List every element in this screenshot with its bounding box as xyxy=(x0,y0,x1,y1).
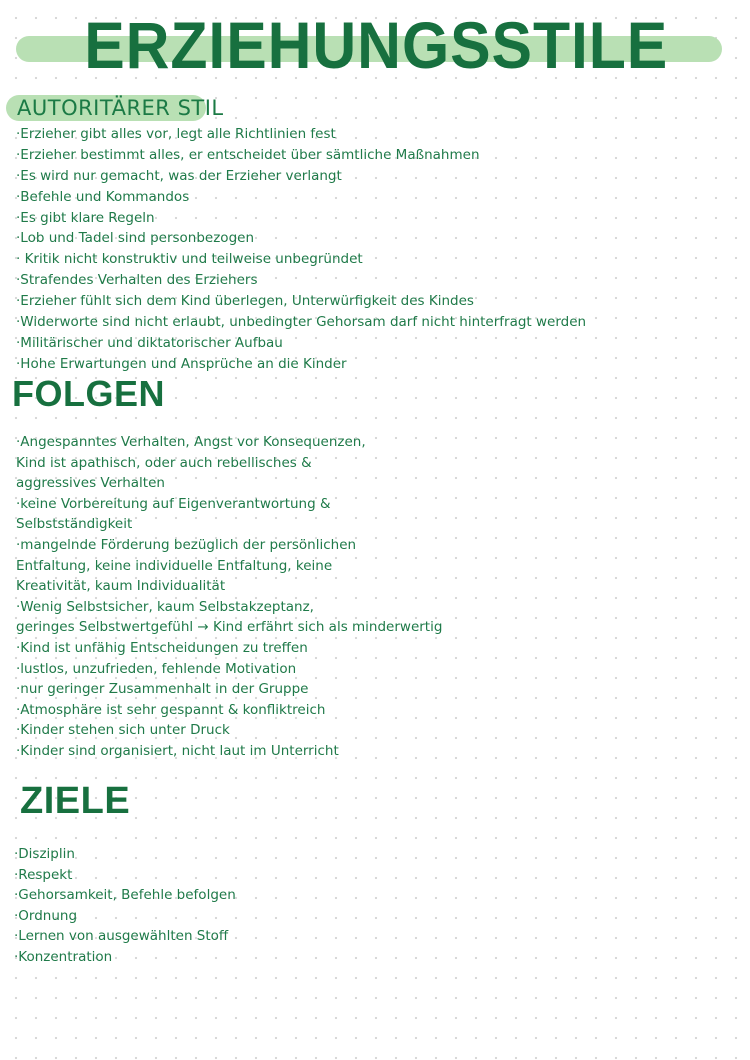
section-heading-autoritaerer-stil: AUTORITÄRER STIL xyxy=(17,96,224,120)
list-item: geringes Selbstwertgefühl → Kind erfährt sich als minderwertig xyxy=(16,619,443,636)
list-item: ·Befehle und Kommandos xyxy=(16,188,190,205)
page-title: ERZIEHUNGSSTILE xyxy=(84,8,669,82)
list-item: ·lustlos, unzufrieden, fehlende Motivation xyxy=(16,660,297,677)
list-item: ·Atmosphäre ist sehr gespannt & konfliktreich xyxy=(16,701,326,718)
list-item: · Kritik nicht konstruktiv und teilweise unbegründet xyxy=(16,251,363,268)
list-item: ·Hohe Erwartungen und Ansprüche an die Kinder xyxy=(16,355,347,372)
list-item: Selbstständigkeit xyxy=(16,516,133,533)
list-item: ·Konzentration xyxy=(14,948,113,965)
list-item: aggressives Verhalten xyxy=(16,475,165,492)
list-item: ·Militärischer und diktatorischer Aufbau xyxy=(16,334,283,351)
list-item: ·Respekt xyxy=(14,866,73,883)
list-item: ·Disziplin xyxy=(14,846,75,862)
list-item: Kreativität, kaum Individualität xyxy=(16,578,226,595)
list-item: ·Angespanntes Verhalten, Angst vor Konsequenzen, xyxy=(16,434,366,450)
stil-list xyxy=(16,124,586,375)
list-item: ·Es wird nur gemacht, was der Erzieher verlangt xyxy=(16,167,342,184)
folgen-list xyxy=(16,432,442,762)
list-item: ·Strafendes Verhalten des Erziehers xyxy=(16,272,258,289)
list-item: ·nur geringer Zusammenhalt in der Gruppe xyxy=(16,681,309,698)
list-item: ·Ordnung xyxy=(14,907,78,924)
list-item: ·Gehorsamkeit, Befehle befolgen xyxy=(14,887,236,904)
list-item: ·Kinder stehen sich unter Druck xyxy=(16,722,230,739)
list-item: ·keine Vorbereitung auf Eigenverantwortung & xyxy=(16,495,331,512)
ziele-list xyxy=(14,844,236,968)
list-item: ·Kinder sind organisiert, nicht laut im Unterricht xyxy=(16,742,339,759)
list-item: ·Es gibt klare Regeln xyxy=(16,209,155,226)
section-heading-folgen: FOLGEN xyxy=(12,373,165,414)
list-item: ·Erzieher bestimmt alles, er entscheidet über sämtliche Maßnahmen xyxy=(16,146,480,163)
list-item: ·Lob und Tadel sind personbezogen xyxy=(16,230,254,247)
list-item: ·Erzieher gibt alles vor, legt alle Richtlinien fest xyxy=(16,126,336,142)
list-item: ·Kind ist unfähig Entscheidungen zu treffen xyxy=(16,639,308,656)
list-item: ·Lernen von ausgewählten Stoff xyxy=(14,928,229,945)
list-item: ·mangelnde Förderung bezüglich der persönlichen xyxy=(16,536,357,553)
list-item: Entfaltung, keine individuelle Entfaltung, keine xyxy=(16,557,333,574)
list-item: Kind ist apathisch, oder auch rebellisches & xyxy=(16,454,312,471)
list-item: ·Erzieher fühlt sich dem Kind überlegen, Unterwürfigkeit des Kindes xyxy=(16,293,474,310)
list-item: ·Widerworte sind nicht erlaubt, unbedingter Gehorsam darf nicht hinterfragt werden xyxy=(16,314,587,331)
list-item: ·Wenig Selbstsicher, kaum Selbstakzeptanz, xyxy=(16,598,314,615)
section-heading-ziele: ZIELE xyxy=(20,780,131,822)
